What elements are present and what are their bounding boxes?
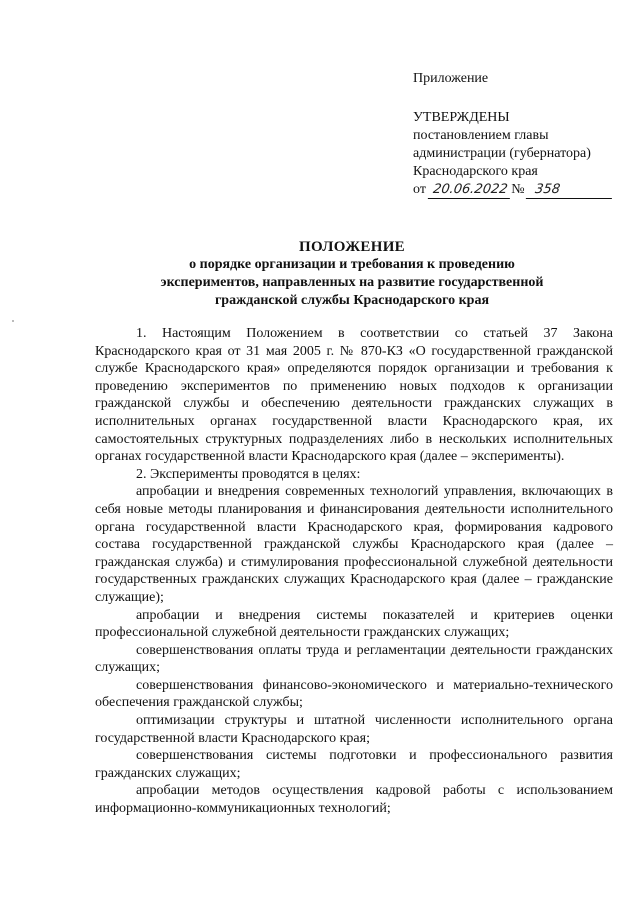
approval-block bbox=[413, 70, 613, 199]
handwritten-number: 358 bbox=[525, 182, 614, 199]
document-heading bbox=[92, 238, 612, 310]
paragraph: 2. Эксперименты проводятся в целях: bbox=[136, 466, 361, 482]
document-body bbox=[95, 325, 613, 818]
handwritten-date: 20.06.2022 bbox=[428, 182, 513, 199]
paragraph: апробации и внедрения системы показателей и критериев оценки профессиональной служебной деятельности гражданских служащих; bbox=[95, 607, 613, 641]
approval-line: постановлением главы bbox=[413, 128, 549, 143]
paragraph: совершенствования системы подготовки и профессионального развития гражданских служащих; bbox=[95, 748, 613, 781]
paragraph: совершенствования оплаты труда и регламентации деятельности гражданских служащих; bbox=[95, 642, 613, 676]
paragraph: оптимизации структуры и штатной численности исполнительного органа государственной власти Краснодарского края; bbox=[95, 713, 613, 746]
approved-label: УТВЕРЖДЕНЫ bbox=[413, 110, 510, 125]
document-subtitle-line: гражданской службы Краснодарского края bbox=[214, 293, 490, 308]
document-title: ПОЛОЖЕНИЕ bbox=[299, 239, 405, 255]
paragraph: 1. Настоящим Положением в соответствии со статьей 37 Закона Краснодарского края от 31 мая 2005 г. № 870-КЗ «О государственной гражданской службе Краснодарского края» определяются порядок организации и требования к проведению экспериментов по применению новых подходов к организации гражданской службы и обеспечению деятельности гражданских служащих в исполнительных органах государственной власти Краснодарского края, их самостоятельных структурных подразделениях либо в нескольких исполнительных органах государственной власти Краснодарского края (далее – эксперименты). bbox=[95, 326, 613, 465]
approval-line: администрации (губернатора) bbox=[413, 146, 591, 161]
number-label: № bbox=[511, 182, 525, 197]
document-subtitle-line: о порядке организации и требования к проведению bbox=[189, 257, 515, 272]
paragraph: апробации методов осуществления кадровой работы с использованием информационно-коммуникационных технологий; bbox=[95, 783, 613, 817]
approval-line: Краснодарского края bbox=[413, 164, 538, 179]
paragraph: апробации и внедрения современных технологий управления, включающих в себя новые методы планирования и финансирования деятельности исполнительного органа государственной власти Краснодарского края, формирования кадрового состава государственной гражданской службы Краснодарского края (далее – гражданская служба) и стимулирования профессиональной служебной деятельности государственных гражданских служащих Краснодарского края (далее – гражданские служащие); bbox=[95, 484, 613, 605]
paragraph: совершенствования финансово-экономического и материально-технического обеспечения гражданской службы; bbox=[95, 677, 613, 711]
from-label: от bbox=[413, 182, 426, 197]
decree-date-number bbox=[413, 181, 613, 199]
document-subtitle-line: экспериментов, направленных на развитие государственной bbox=[160, 275, 544, 290]
appendix-label: Приложение bbox=[413, 71, 489, 86]
scan-speck bbox=[12, 320, 14, 322]
